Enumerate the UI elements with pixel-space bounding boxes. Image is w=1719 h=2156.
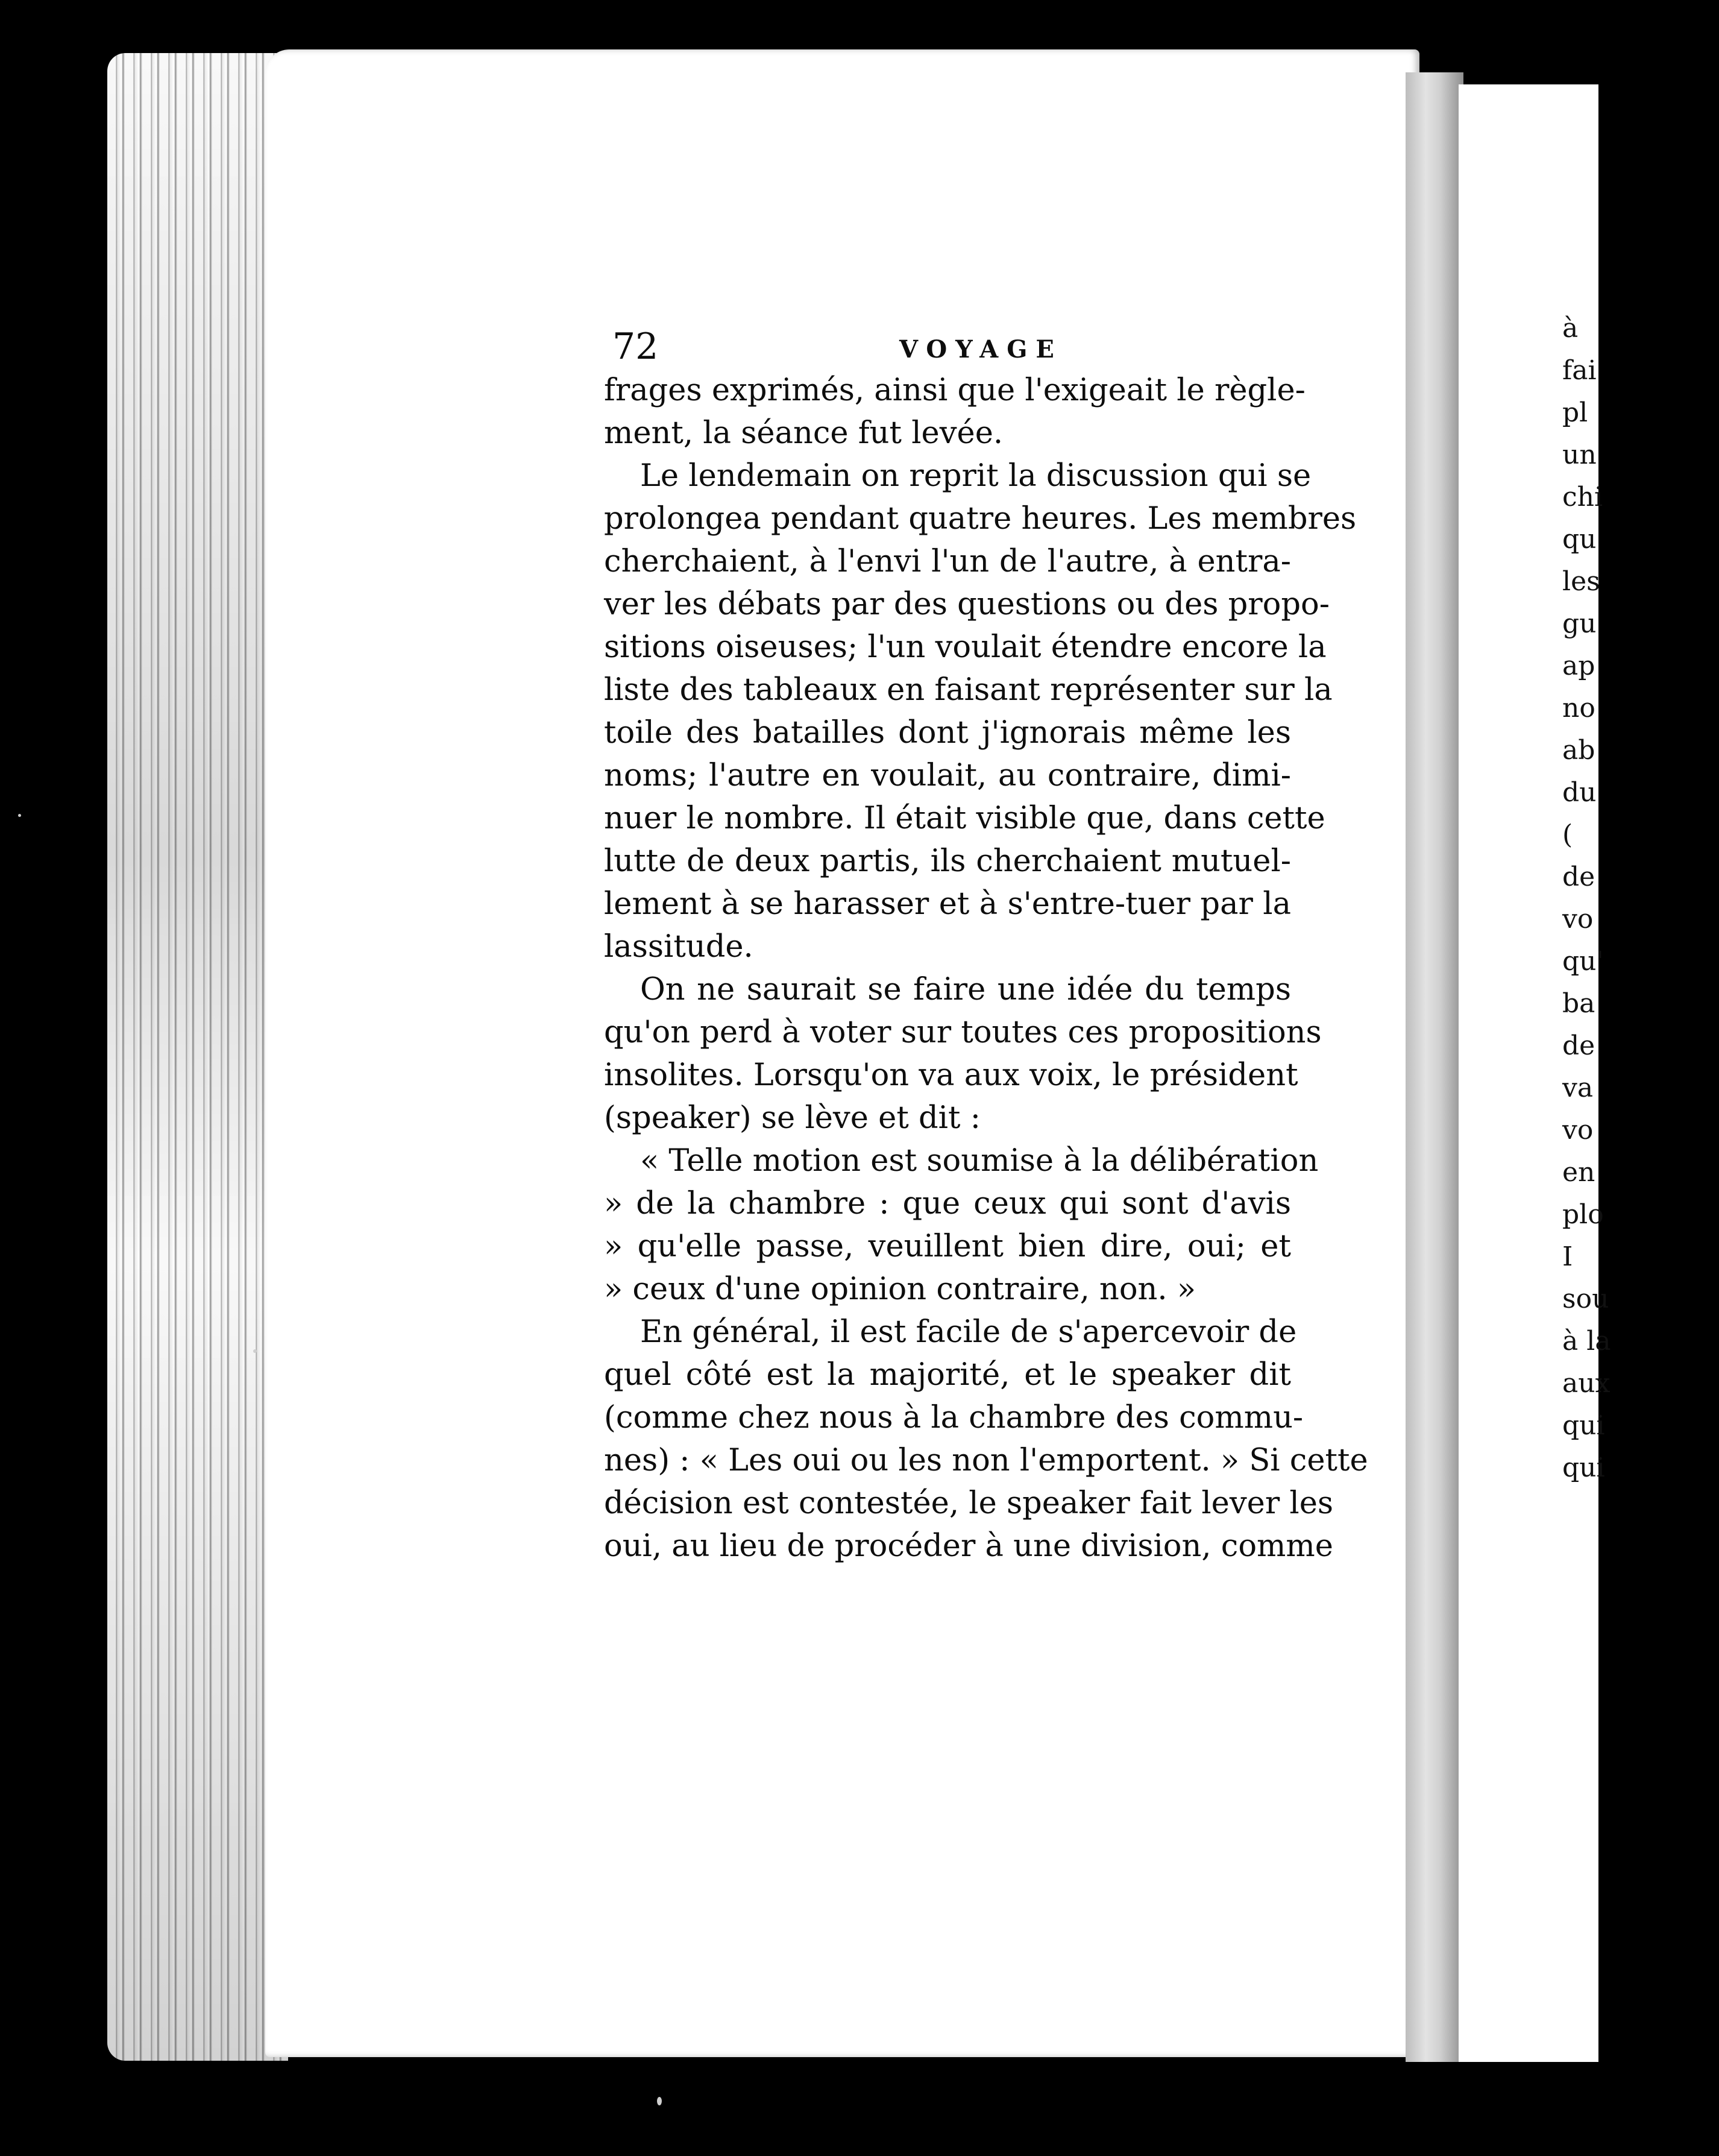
text-line: toile des batailles dont j'ignorais même les xyxy=(604,715,1291,751)
right-page-text-fragment: gu xyxy=(1562,608,1597,639)
text-line: décision est contestée, le speaker fait lever les xyxy=(604,1486,1334,1521)
text-line: » qu'elle passe, veuillent bien dire, oui; et xyxy=(604,1229,1291,1264)
text-line: ver les débats par des questions ou des propo- xyxy=(604,587,1330,622)
text-line: sitions oiseuses; l'un voulait étendre encore la xyxy=(604,629,1327,665)
right-page-text-fragment: vo xyxy=(1562,904,1594,935)
right-page-text-fragment: qui xyxy=(1562,1452,1605,1483)
text-line: » de la chambre : que ceux qui sont d'avis xyxy=(604,1186,1291,1221)
text-line: (comme chez nous à la chambre des commu- xyxy=(604,1400,1304,1436)
right-page-text-fragment: fai xyxy=(1562,355,1597,386)
right-page-text-fragment: à xyxy=(1562,313,1579,344)
right-page-text-fragment: à la xyxy=(1562,1326,1611,1357)
right-page-text-fragment: ba xyxy=(1562,988,1595,1019)
right-page-text-fragment: plo xyxy=(1562,1199,1604,1230)
text-line: lassitude. xyxy=(604,929,753,965)
book-gutter xyxy=(1406,72,1463,2062)
text-line: (speaker) se lève et dit : xyxy=(604,1100,981,1136)
right-page-text-fragment: du xyxy=(1562,777,1597,808)
page-number: 72 xyxy=(612,326,659,368)
page-text-block xyxy=(604,314,1368,1568)
right-page-text-fragment: qui xyxy=(1562,1410,1605,1441)
right-page-text-fragment: en xyxy=(1562,1157,1595,1188)
text-line: nes) : « Les oui ou les non l'emportent. » Si cette xyxy=(604,1443,1368,1478)
text-line: » ceux d'une opinion contraire, non. » xyxy=(604,1272,1196,1307)
text-line: En général, il est facile de s'apercevoir de xyxy=(640,1314,1297,1350)
right-page-text-fragment: no xyxy=(1562,693,1595,723)
text-line: liste des tableaux en faisant représenter sur la xyxy=(604,672,1333,708)
text-line: lement à se harasser et à s'entre-tuer par la xyxy=(604,886,1291,922)
text-line: oui, au lieu de procéder à une division, comme xyxy=(604,1528,1333,1564)
body-text xyxy=(604,369,1368,1568)
scan-speck xyxy=(657,2097,662,2105)
right-page-text-fragment: chi xyxy=(1562,482,1603,512)
book-page-right xyxy=(1459,84,1611,2062)
right-page-text-fragment: ab xyxy=(1562,735,1595,766)
right-page-text-fragment: qu' xyxy=(1562,946,1604,977)
text-line: cherchaient, à l'envi l'un de l'autre, à entra- xyxy=(604,544,1291,579)
running-title: VOYAGE xyxy=(899,335,1063,364)
text-line: insolites. Lorsqu'on va aux voix, le président xyxy=(604,1058,1298,1093)
text-line: ment, la séance fut levée. xyxy=(604,415,1004,451)
right-page-text-fragment: va xyxy=(1562,1073,1594,1103)
right-page-text-fragment: qu xyxy=(1562,524,1597,555)
right-page-text-fragment: I xyxy=(1562,1241,1573,1272)
right-page-text-fragment: vo xyxy=(1562,1115,1594,1146)
text-line: frages exprimés, ainsi que l'exigeait le règle- xyxy=(604,373,1306,408)
scan-speck xyxy=(253,1349,257,1353)
scan-speck xyxy=(18,814,21,817)
text-line: quel côté est la majorité, et le speaker dit xyxy=(604,1357,1291,1393)
right-page-text-fragment: ( xyxy=(1562,819,1573,850)
text-line: « Telle motion est soumise à la délibération xyxy=(640,1143,1319,1179)
text-line: nuer le nombre. Il était visible que, dans cette xyxy=(604,801,1325,836)
text-line: Le lendemain on reprit la discussion qui se xyxy=(640,458,1312,494)
right-page-text-fragment: sou xyxy=(1562,1284,1609,1314)
right-page-text-fragment: les xyxy=(1562,566,1600,597)
text-line: lutte de deux partis, ils cherchaient mutuel- xyxy=(604,843,1291,879)
page-edge-stack xyxy=(107,53,288,2061)
right-page-text-fragment: aux xyxy=(1562,1368,1611,1399)
right-page-text-fragment: de xyxy=(1562,862,1595,892)
right-page-text-fragment: pl xyxy=(1562,397,1588,428)
running-head xyxy=(604,314,1291,369)
text-line: qu'on perd à voter sur toutes ces propositions xyxy=(604,1015,1322,1050)
right-page-text-fragment: de xyxy=(1562,1030,1595,1061)
text-line: On ne saurait se faire une idée du temps xyxy=(640,972,1291,1007)
right-page-text-fragment: ap xyxy=(1562,651,1595,681)
right-page-text-fragment: un xyxy=(1562,440,1597,470)
text-line: prolongea pendant quatre heures. Les membres xyxy=(604,501,1357,537)
text-line: noms; l'autre en voulait, au contraire, dimi- xyxy=(604,758,1291,793)
